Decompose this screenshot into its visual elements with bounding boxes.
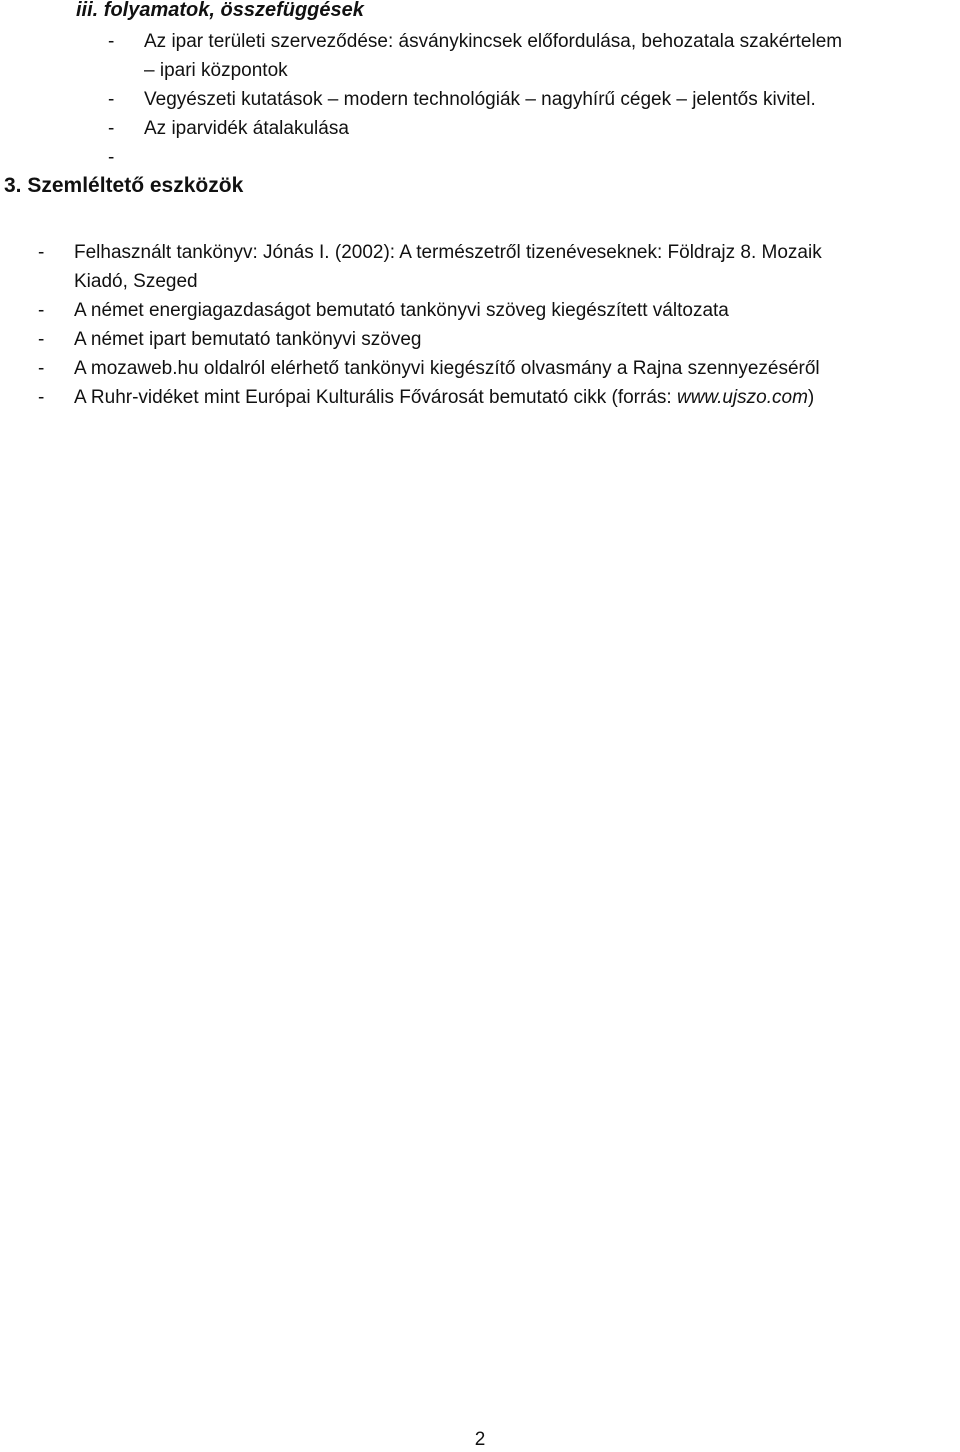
phrase: – modern technológiák <box>327 89 521 110</box>
phrase: – jelentős kivitel. <box>676 89 816 110</box>
list-item-text <box>144 143 958 172</box>
list-item <box>38 354 938 383</box>
list-dash: - <box>38 387 45 408</box>
list-item-empty <box>108 143 958 172</box>
phrase: – nagyhírű cégek <box>525 89 672 110</box>
list-dash: - <box>38 242 45 263</box>
citation-text: A Ruhr-vidéket mint Európai Kulturális Fővárosát bemutató cikk (forrás: <box>74 387 677 408</box>
list-item-text: A német energiagazdaságot bemutató tankönyvi szöveg kiegészített változata <box>74 300 729 321</box>
section-heading-iii: iii. folyamatok, összefüggések <box>76 0 364 21</box>
list-item <box>38 325 938 354</box>
list-item-text-cont: Kiadó, Szeged <box>74 271 198 292</box>
source-url[interactable]: www.ujszo.com <box>676 387 808 408</box>
resources-list <box>38 238 938 412</box>
list-item-text: A mozaweb.hu oldalról elérhető tankönyvi kiegészítő olvasmány a Rajna szennyezéséről <box>74 358 820 379</box>
list-dash: - <box>108 118 115 139</box>
list-dash: - <box>108 31 115 52</box>
list-item <box>108 27 958 56</box>
list-dash: - <box>38 329 45 350</box>
list-dash: - <box>108 89 115 110</box>
list-item-continuation <box>108 56 958 85</box>
list-item-text <box>144 85 958 114</box>
list-item <box>108 85 958 114</box>
list-item-text: Az iparvidék átalakulása <box>144 118 349 139</box>
list-dash: - <box>38 300 45 321</box>
process-list <box>108 27 958 172</box>
phrase: Vegyészeti kutatások <box>144 89 323 110</box>
list-item-continuation <box>38 267 938 296</box>
list-item-text: Az ipar területi szerveződése: ásványkincsek előfordulása, behozatala szakértelem <box>144 31 843 52</box>
list-item <box>38 238 938 267</box>
list-item-text <box>74 383 938 412</box>
list-item-text-cont: – ipari központok <box>144 60 288 81</box>
list-item <box>38 296 938 325</box>
list-dash: - <box>108 147 115 168</box>
page-number: 2 <box>474 1429 486 1450</box>
list-dash: - <box>38 358 45 379</box>
list-item <box>108 114 958 143</box>
section-heading-3: 3. Szemléltető eszközök <box>4 174 244 197</box>
list-item-text: Felhasznált tankönyv: Jónás I. (2002): A természetről tizenéveseknek: Földrajz 8. Mozaik <box>74 242 822 263</box>
list-item <box>38 383 938 412</box>
list-item-text: A német ipart bemutató tankönyvi szöveg <box>74 329 422 350</box>
citation-close: ) <box>807 387 815 408</box>
